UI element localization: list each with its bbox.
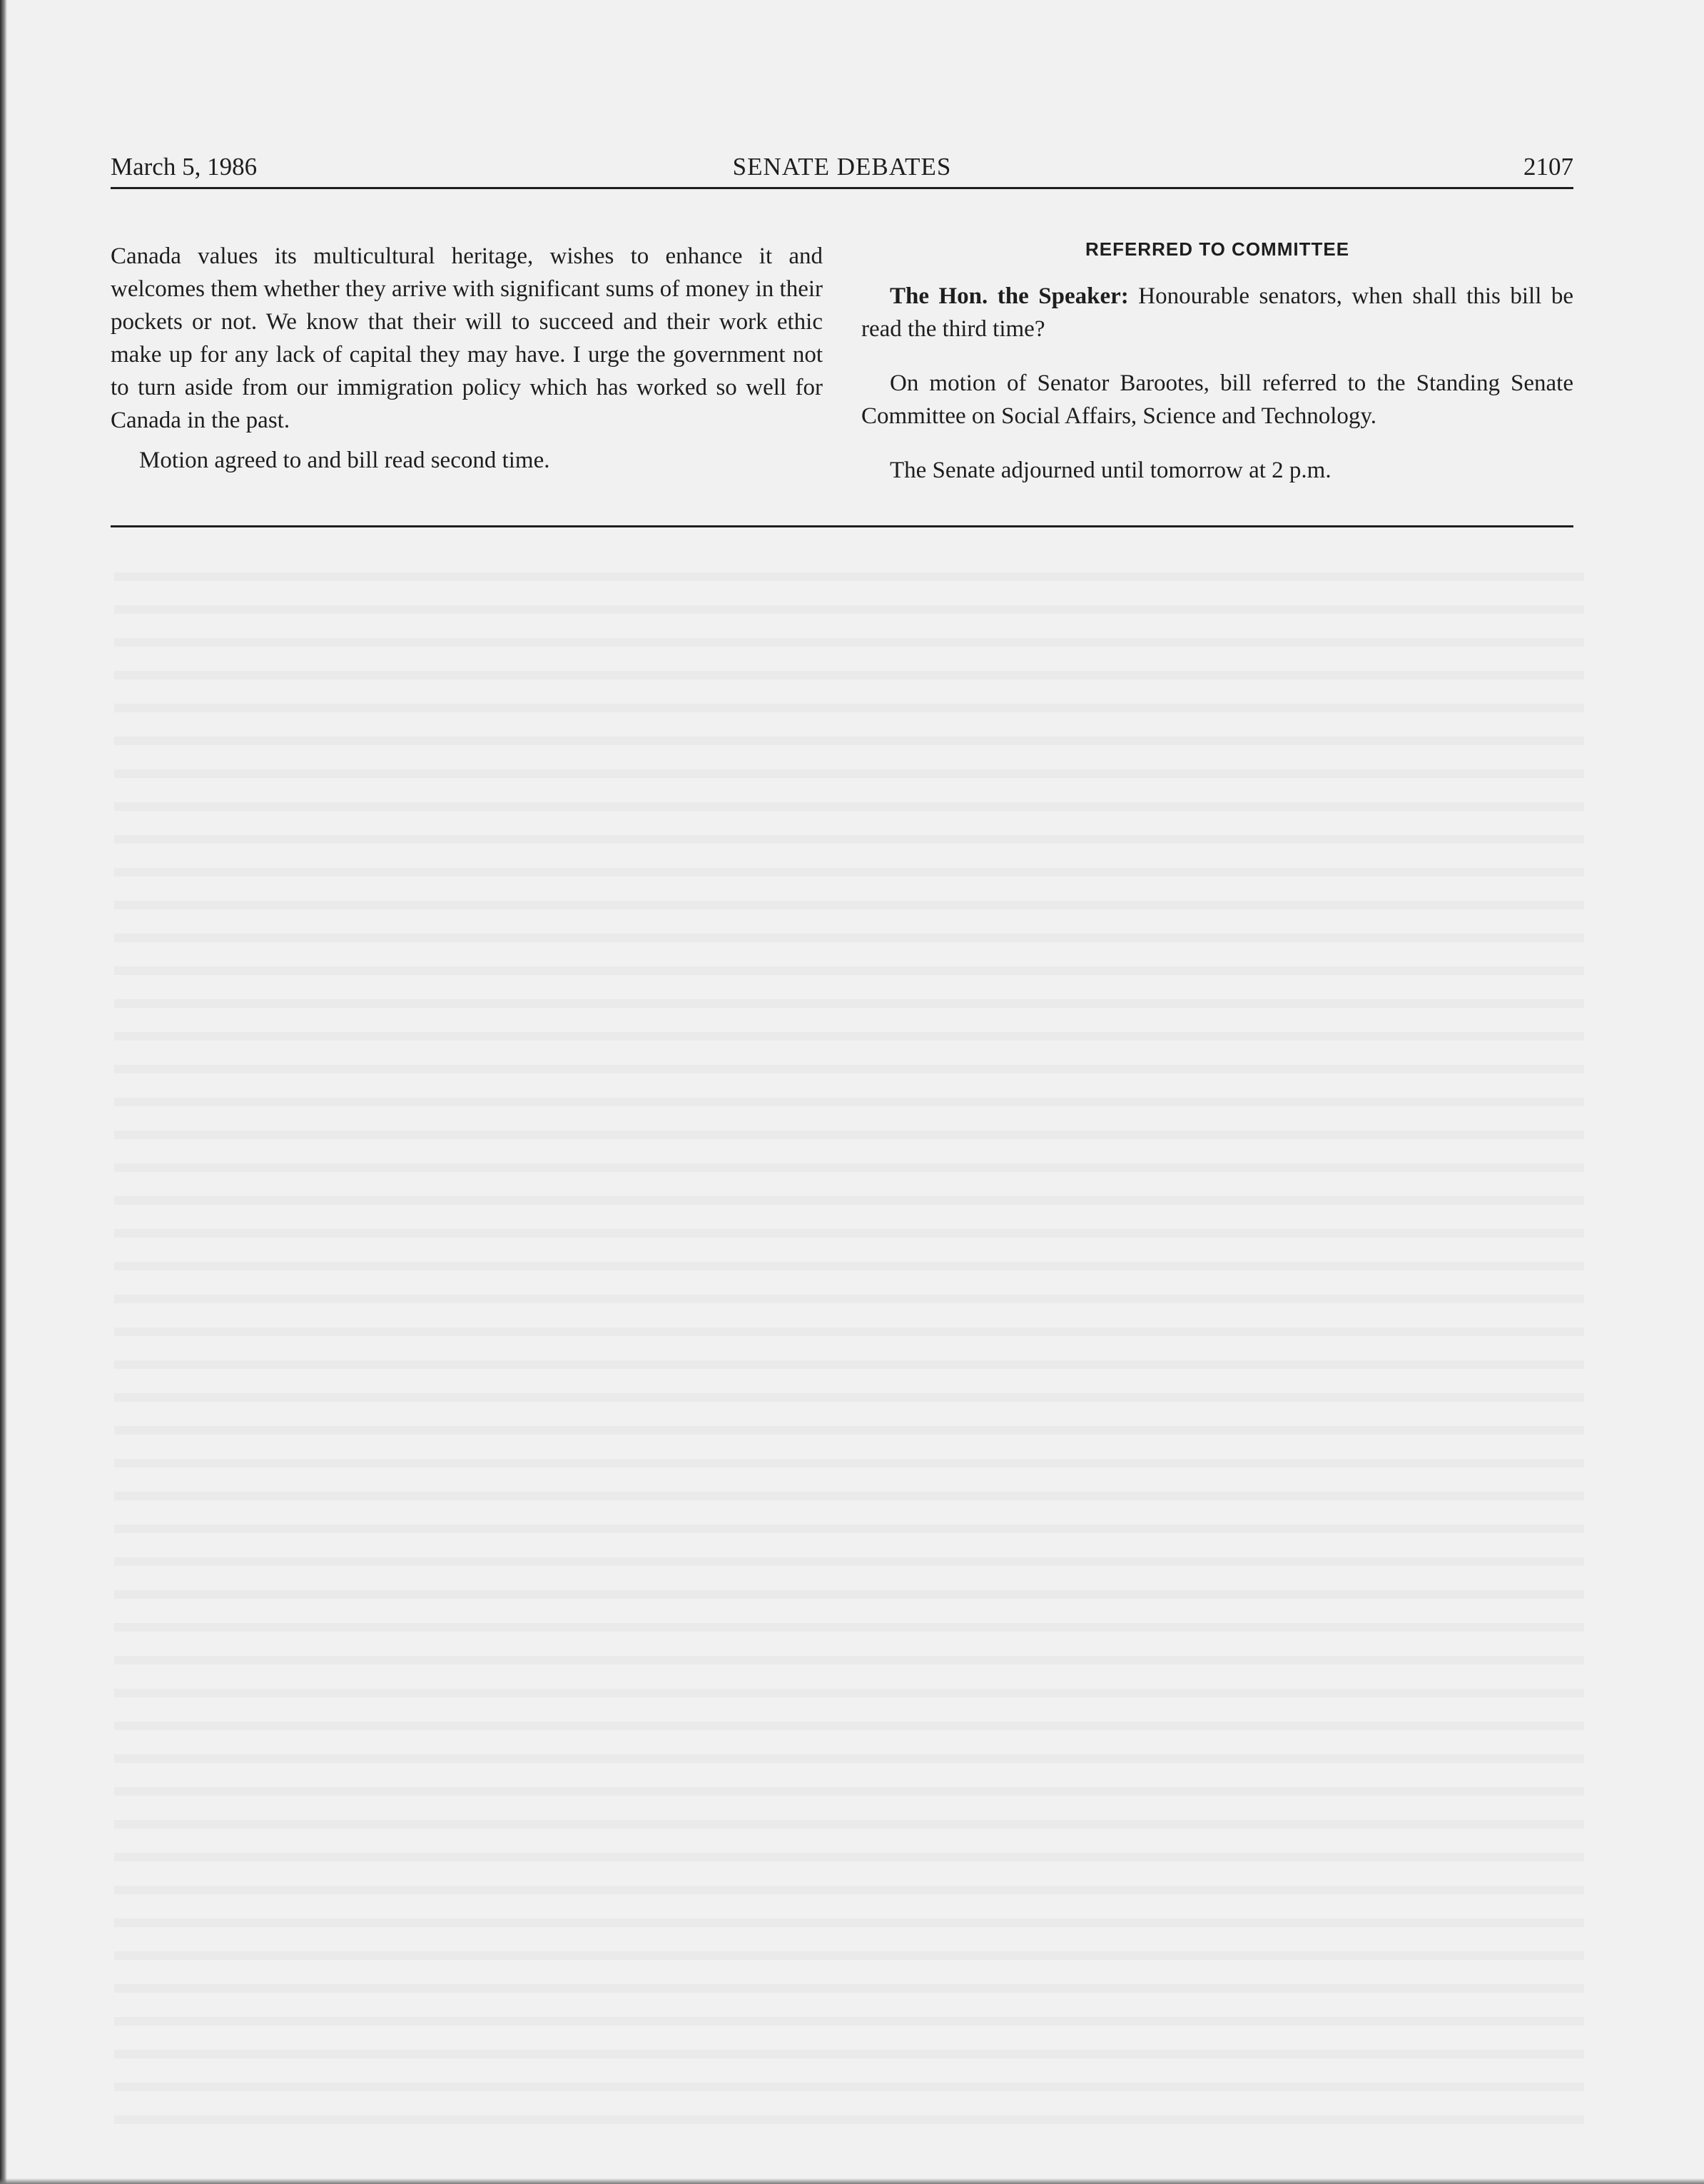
reverse-side-bleed-through [114,557,1584,2127]
header-title: SENATE DEBATES [732,153,952,181]
motion-paragraph: On motion of Senator Barootes, bill referred to the Standing Senate Committee on Social Affairs, Science and Technology. [861,370,1573,429]
page-bottom-shadow [0,2178,1704,2184]
speaker-paragraph [861,280,1573,345]
right-column [861,240,1573,487]
left-paragraph-1: Canada values its multicultural heritage, wishes to enhance it and welcomes them whether they arrive with significant sums of money in their pockets or not. We know that their will to succeed and their work ethic make up for any lack of capital they may have. I urge the government not to turn aside from our immigration policy which has worked so well for Canada in the past. [111,243,823,433]
header-rule [111,187,1573,189]
header-page-number: 2107 [1523,153,1573,181]
adjourn-paragraph: The Senate adjourned until tomorrow at 2 p.m. [890,457,1332,483]
section-heading: REFERRED TO COMMITTEE [1085,238,1350,260]
page-edge-shadow [0,0,7,2184]
speaker-text: Honourable senators, when shall this bill be read the third time? [861,283,1574,342]
section-end-rule [111,525,1573,527]
page-header [111,153,1573,188]
left-paragraph-2: Motion agreed to and bill read second time. [139,448,550,473]
left-column [111,240,823,477]
speaker-name: The Hon. the Speaker: [890,283,1129,309]
header-date: March 5, 1986 [111,153,258,181]
